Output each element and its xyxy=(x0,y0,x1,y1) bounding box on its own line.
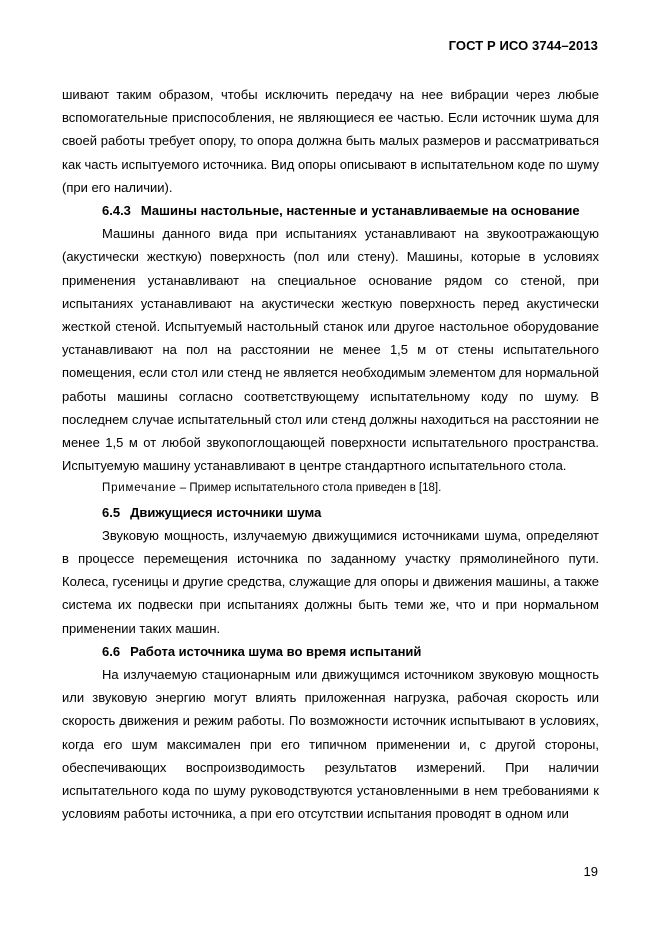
section-number: 6.4.3 xyxy=(102,203,131,219)
paragraph-section-6-6: На излучаемую стационарным или движущимся источником звуковую мощность или звуковую энергию могут влиять приложенная нагрузка, рабочая скорость или скорость движения и режим работы. По возможности источник испытывают в условиях, когда его шум максимален при его типичном применении и, с другой стороны, обеспечивающих воспроизводимость результатов измерений. При наличии испытательного кода по шуму руководствуются установленными в нем требованиями к условиям работы источника, а при его отсутствии испытания проводят в одном или xyxy=(62,667,599,822)
section-title: Работа источника шума во время испытаний xyxy=(130,643,422,659)
section-heading-6-4-3 xyxy=(62,199,599,222)
document-id: ГОСТ Р ИСО 3744–2013 xyxy=(448,38,598,53)
note-label: Примечание xyxy=(102,482,177,495)
paragraph-section-6-5: Звуковую мощность, излучаемую движущимися источниками шума, определяют в процессе перемещения источника по заданному участку прямолинейного пути. Колеса, гусеницы и другие средства, служащие для опоры и движения машины, а также система их подвески при испытаниях должны быть теми же, что и при нормальном применении таких машин. xyxy=(62,527,599,636)
note xyxy=(62,477,599,500)
section-title: Движущиеся источники шума xyxy=(130,504,322,520)
note-dash: – xyxy=(176,482,190,495)
document-header xyxy=(449,38,598,53)
section-number: 6.6 xyxy=(102,643,121,659)
paragraph-section-6-4-3: Машины данного вида при испытаниях устанавливают на звукоотражающую (акустически жесткую) поверхность (пол или стену). Машины, которые в условиях применения устанавливают на специальное основание рядом со стеной, при испытаниях устанавливают на акустически жесткую поверхность перед акустически жесткой стеной. Испытуемый настольный станок или другое настольное оборудование устанавливают на пол на расстоянии не менее 1,5 м от стены испытательного помещения, если стол или стенд не является необходимым элементом для нормальной работы машины согласно соответствующему испытательному коду по шуму. В последнем случае испытательный стол или стенд должны находиться на расстоянии не менее 1,5 м от любой звукопоглощающей поверхности испытательного пространства. Испытуемую машину устанавливают в центре стандартного испытательного стола. xyxy=(62,226,599,474)
section-title: Машины настольные, настенные и устанавливаемые на основание xyxy=(140,203,580,219)
section-heading-6-6 xyxy=(62,640,599,663)
paragraph-intro: шивают таким образом, чтобы исключить передачу на нее вибрации через любые вспомогательные приспособления, не являющиеся ее частью. Если источник шума для своей работы требует опору, то опора должна быть малых размеров и рассматриваться как часть испытуемого источника. Вид опоры описывают в испытательном коде по шуму (при его наличии). xyxy=(62,87,599,195)
page-number: 19 xyxy=(583,864,598,879)
page-content xyxy=(62,83,599,826)
section-heading-6-5 xyxy=(62,501,599,524)
note-text: Пример испытательного стола приведен в [18]. xyxy=(189,482,442,495)
section-number: 6.5 xyxy=(102,504,121,520)
